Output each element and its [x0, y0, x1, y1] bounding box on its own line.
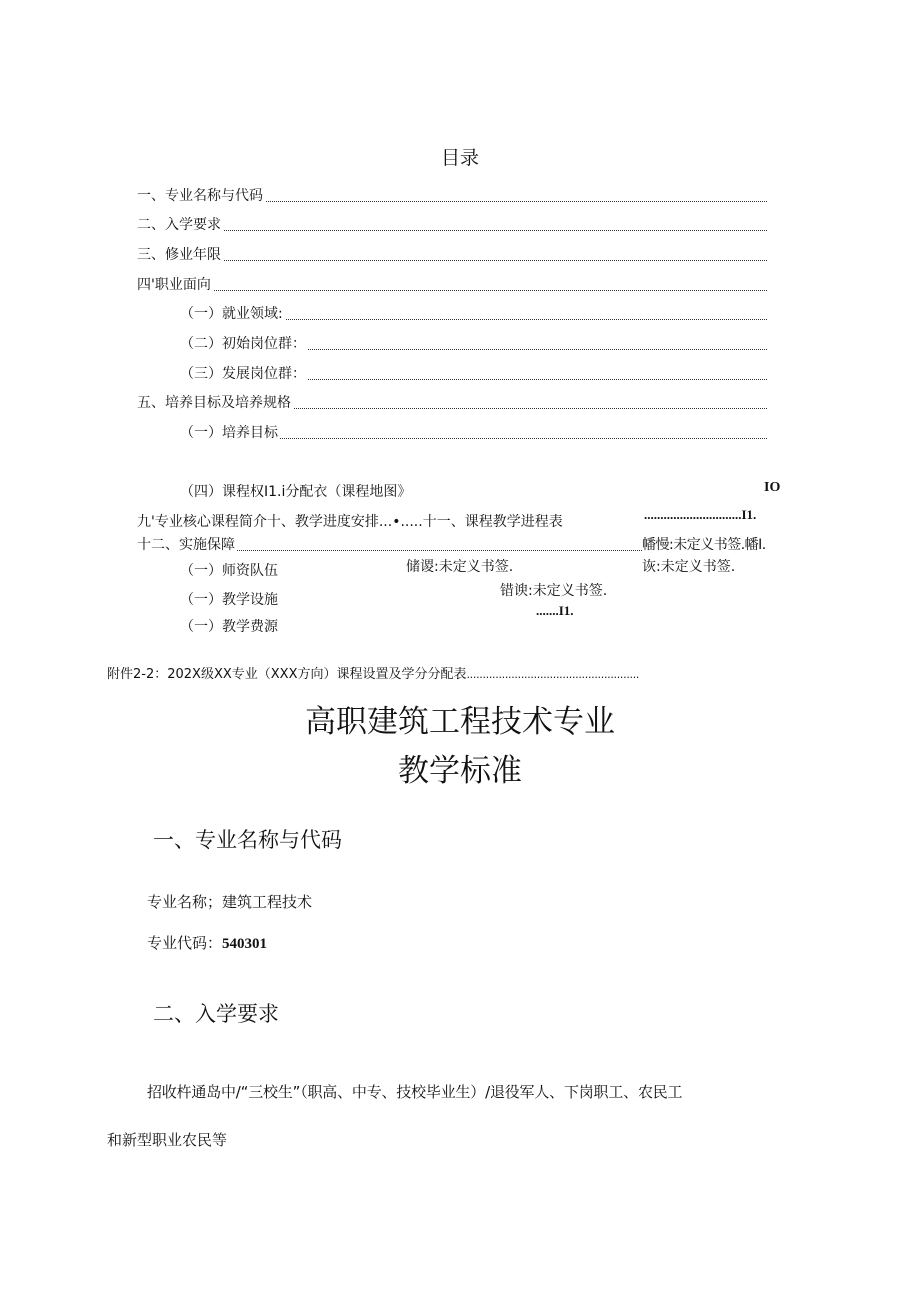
- toc-entry-label: 四'职业面向: [137, 277, 211, 293]
- major-name: 专业名称；建筑工程技术: [147, 893, 313, 911]
- toc-entry-label: （二）初始岗位群：: [180, 336, 306, 352]
- toc-entry[interactable]: [180, 335, 767, 353]
- toc-entry[interactable]: [137, 187, 767, 205]
- appendix-leader: ......................................................: [466, 668, 640, 681]
- toc-appendix-entry[interactable]: [107, 663, 639, 682]
- toc-entry-label: （一）培养目标: [180, 425, 278, 441]
- admission-paragraph-line1: 招收杵通岛中/“三校生”（职高、中专、技校毕业生）/退役军人、下岗职工、农民工: [147, 1083, 683, 1101]
- major-code-label: 专业代码：: [147, 934, 223, 952]
- toc-bookmark-error: 储谡:未定义书签.: [406, 559, 514, 575]
- toc-entry-label: 十二、实施保障: [137, 537, 235, 553]
- toc-entry-label: 五、培养目标及培养规格: [137, 395, 291, 411]
- section-heading-2: 二、入学要求: [153, 1002, 279, 1026]
- toc-fragment-course-intro[interactable]: 九'专业核心课程简介十、教学进度安排...•.....十一、课程教学进程表: [137, 514, 563, 530]
- toc-entry-label: 一、专业名称与代码: [137, 188, 263, 204]
- toc-entry-label: （三）发展岗位群：: [180, 366, 306, 382]
- toc-fragment-page-number: IO: [764, 480, 781, 495]
- toc-entry[interactable]: [137, 246, 767, 264]
- toc-fragment-page-dots: .......I1.: [536, 603, 574, 618]
- toc-bookmark-error: 诙:未定义书签.: [642, 559, 736, 575]
- toc-entry[interactable]: [180, 424, 767, 442]
- toc-entry-label: （一）就业领域:: [180, 306, 283, 322]
- toc-fragment-course-map[interactable]: （四）课程权I1.i分配衣（课程地图》: [180, 484, 412, 500]
- major-code: [147, 932, 267, 953]
- toc-fragment-clipped: [180, 618, 278, 635]
- admission-paragraph-line2: 和新型职业农民等: [107, 1131, 228, 1149]
- toc-entry-label: 三、修业年限: [137, 247, 221, 263]
- toc-title: 目录: [440, 147, 479, 169]
- section-heading-1: 一、专业名称与代码: [153, 828, 342, 852]
- toc-fragment-page-dots: ..............................I1.: [644, 507, 757, 522]
- appendix-label: 附件2-2：202X级XX专业（XXX方向）课程设置及学分分配表: [107, 667, 467, 682]
- toc-entry[interactable]: [180, 305, 767, 323]
- toc-bookmark-error: 错谀:未定义书签.: [500, 583, 608, 599]
- toc-clipped-label: （一）教学费源: [180, 619, 278, 635]
- major-code-value: 540301: [222, 936, 268, 952]
- toc-entry[interactable]: [137, 276, 767, 294]
- toc-bookmark-error: 幡慢:未定义书签.幡I.: [642, 537, 766, 553]
- toc-fragment-faculty[interactable]: （一）师资队伍: [180, 563, 278, 579]
- toc-entry[interactable]: [137, 394, 767, 412]
- toc-entry-label: 二、入学要求: [137, 217, 221, 233]
- toc-fragment-facilities[interactable]: （一）教学设施: [180, 592, 278, 608]
- document-title-line2: 教学标准: [398, 753, 522, 789]
- toc-entry[interactable]: [137, 216, 767, 234]
- toc-entry[interactable]: [137, 536, 642, 554]
- toc-entry[interactable]: [180, 365, 767, 383]
- document-title-line1: 高职建筑工程技术专业: [305, 704, 615, 740]
